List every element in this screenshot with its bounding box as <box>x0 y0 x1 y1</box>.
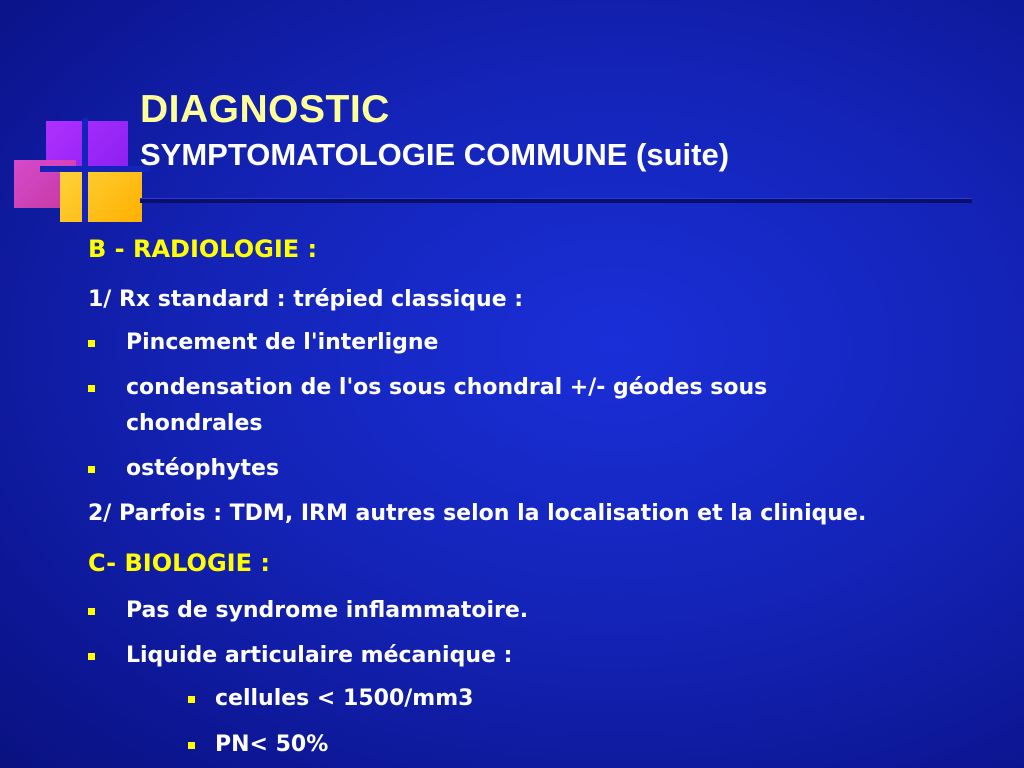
bullet-square-icon <box>88 340 95 347</box>
decorative-squares-logo <box>0 0 160 240</box>
list-item-text: Pas de syndrome inflammatoire. <box>126 598 529 623</box>
list-item-text: Liquide articulaire mécanique : <box>126 643 513 668</box>
list-item-text-continued: chondrales <box>126 411 263 436</box>
slide-title: DIAGNOSTIC <box>140 88 390 131</box>
slide-subtitle: SYMPTOMATOLOGIE COMMUNE (suite) <box>140 137 730 172</box>
bullet-square-icon <box>88 608 95 615</box>
sub-list-item-text: PN< 50% <box>215 732 329 757</box>
section-heading-radiologie: B - RADIOLOGIE : <box>88 235 318 263</box>
sub-list-item-text: cellules < 1500/mm3 <box>215 686 474 711</box>
orange-square <box>60 172 142 222</box>
list-item-text: condensation de l'os sous chondral +/- géodes sous <box>126 375 768 400</box>
list-item-text: Pincement de l'interligne <box>126 330 439 355</box>
rx-standard-line: 1/ Rx standard : trépied classique : <box>88 287 524 312</box>
parfois-line: 2/ Parfois : TDM, IRM autres selon la localisation et la clinique. <box>88 501 867 526</box>
bullet-square-icon <box>88 385 95 392</box>
bullet-square-icon <box>188 696 195 703</box>
bullet-square-icon <box>188 742 195 749</box>
bullet-square-icon <box>88 653 95 660</box>
bullet-square-icon <box>88 466 95 473</box>
logo-divider-horizontal <box>40 166 150 172</box>
list-item-text: ostéophytes <box>126 456 280 481</box>
title-divider <box>140 198 972 203</box>
section-heading-biologie: C- BIOLOGIE : <box>88 549 270 577</box>
